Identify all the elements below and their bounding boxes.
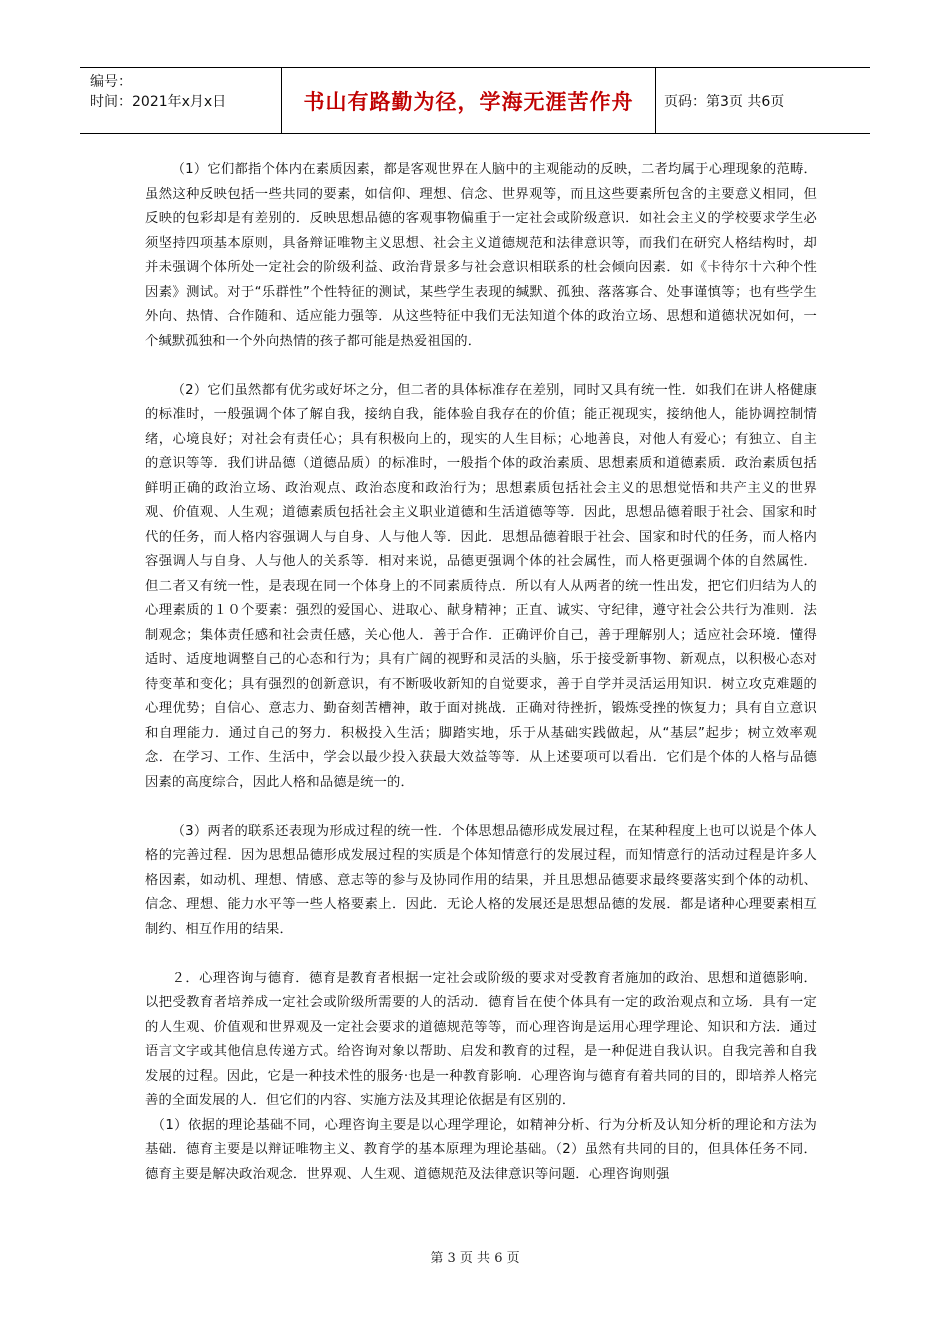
page-header xyxy=(80,67,870,134)
paragraph-2: （2）它们虽然都有优劣或好坏之分，但二者的具体标准存在差别，同时又具有统一性．如我们在讲人格健康的标准时，一般强调个体了解自我，接纳自我，能体验自我存在的价值；能正视现实，接纳他人，能协调控制情绪，心境良好；对社会有责任心；具有积极向上的，现实的人生目标；心地善良，对他人有爱心；有独立、自主的意识等等．我们讲品德（道德品质）的标准时，一般指个体的政治素质、思想素质和道德素质．政治素质包括鲜明正确的政治立场、政治观点、政治态度和政治行为；思想素质包括社会主义的思想觉悟和共产主义的世界观、价值观、人生观；道德素质包括社会主义职业道德和生活道德等等．因此，思想品德着眼于社会、国家和时代的任务，而人格内容强调人与自身、人与他人等．因此．思想品德着眼于社会、国家和时代的任务，而人格内容强调人与自身、人与他人的关系等．相对来说，品德更强调个体的社会属性，而人格更强调个体的自然属性．但二者又有统一性，是表现在同一个体身上的不同素质待点．所以有人从两者的统一性出发，把它们归结为人的心理素质的１０个要素：强烈的爱国心、进取心、献身精神；正直、诚实、守纪律，遵守社会公共行为准则．法制观念；集体责任感和社会责任感，关心他人．善于合作．正确评价自己，善于理解别人；适应社会环境．懂得适时、适度地调整自己的心态和行为；具有广阔的视野和灵活的头脑，乐于接受新事物、新观点，以积极心态对待变革和变化；具有强烈的创新意识，有不断吸收新知的自觉要求，善于自学并灵活运用知识．树立攻克难题的心理优势；自信心、意志力、勤奋刻苦槽神，敢于面对挑战．正确对待挫折，锻炼受挫的恢复力；具有自立意识和自理能力．通过自己的努力．积极投入生活；脚踏实地，乐于从基础实践做起，从“基层”起步；树立效率观念．在学习、工作、生活中，学会以最少投入获最大效益等等．从上述要项可以看出．它们是个体的人格与品德因素的高度综合，因此人格和品德是统一的． xyxy=(145,382,817,790)
number-label: 编号： xyxy=(90,74,132,90)
paragraph-5: （1）依据的理论基础不同，心理咨询主要是以心理学理论，如精神分析、行为分析及认知分析的理论和方法为基础．德育主要是以辩证唯物主义、教育学的基本原理为理论基础。（2）虽然有共同的目的，但具体任务不同．德育主要是解决政治观念．世界观、人生观、道德规范及法律意识等问题．心理咨询则强 xyxy=(145,1117,817,1182)
document-body xyxy=(145,158,817,1187)
header-meta xyxy=(80,68,282,133)
page-footer: 第 3 页 共 6 页 xyxy=(430,1251,520,1266)
paragraph-4: ２．心理咨询与德育．德育是教育者根据一定社会或阶级的要求对受教育者施加的政治、思想和道德影响．以把受教育者培养成一定社会或阶级所需要的人的活动．德育旨在使个体具有一定的政治观点和立场．具有一定的人生观、价值观和世界观及一定社会要求的道德规范等等，而心理咨询是运用心理学理论、知识和方法．通过语言文字或其他信息传递方式。给咨询对象以帮助、启发和教育的过程，是一种促进自我认识。自我完善和自我发展的过程。因此，它是一种技术性的服务·也是一种教育影响．心理咨询与德育有着共同的目的，即培养人格完善的全面发展的人．但它们的内容、实施方法及其理论依据是有区别的． xyxy=(145,970,817,1108)
date-label: 时间：2021年x月x日 xyxy=(90,94,227,110)
paragraph-3: （3）两者的联系还表现为形成过程的统一性．个体思想品德形成发展过程，在某种程度上也可以说是个体人格的完善过程．因为思想品德形成发展过程的实质是个体知情意行的发展过程，而知情意行的活动过程是许多人格因素，如动机、理想、情感、意志等的参与及协同作用的结果，并且思想品德要求最终要落实到个体的动机、信念、理想、能力水平等一些人格要素上．因此．无论人格的发展还是思想品德的发展．都是诸种心理要素相互制约、相互作用的结果． xyxy=(145,823,817,937)
header-motto: 书山有路勤为径，学海无涯苦作舟 xyxy=(282,68,656,133)
paragraph-1: （1）它们都指个体内在素质因素，都是客观世界在人脑中的主观能动的反映，二者均属于心理现象的范畴．虽然这种反映包括一些共同的要素，如信仰、理想、信念、世界观等，而且这些要素所包含的主要意义相同，但反映的包彩却是有差别的．反映思想品德的客观事物偏重于一定社会或阶级意识．如社会主义的学校要求学生必须坚持四项基本原则，具备辩证唯物主义思想、社会主义道德规范和法律意识等，而我们在研究人格结构时，却并未强调个体所处一定社会的阶级利益、政治背景多与社会意识相联系的杜会倾向因素．如《卡待尔十六种个性因素》测试。对于“乐群性”个性特征的测试，某些学生表现的缄默、孤独、落落寡合、处事谨慎等；也有些学生外向、热情、合作随和、适应能力强等．从这些特征中我们无法知道个体的政治立场、思想和道德状况如何，一个缄默孤独和一个外向热情的孩子都可能是热爱祖国的． xyxy=(145,162,817,349)
header-page-info: 页码：第3页 共6页 xyxy=(664,93,785,110)
